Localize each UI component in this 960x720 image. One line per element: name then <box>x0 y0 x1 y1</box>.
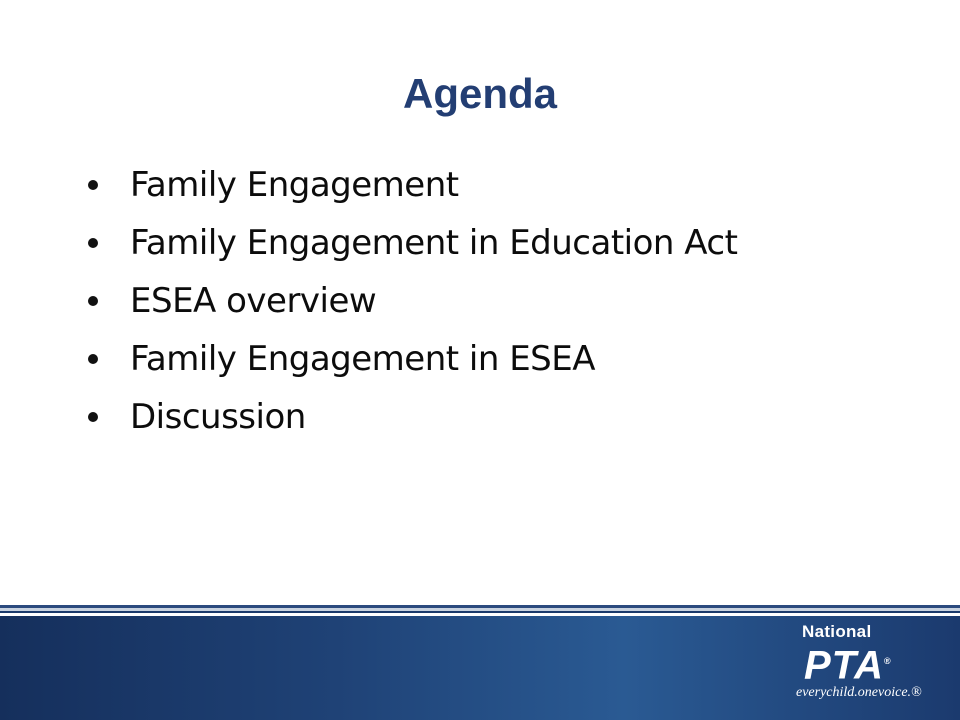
bullet-icon <box>88 354 98 364</box>
logo-tagline: everychild.onevoice.® <box>796 685 922 701</box>
agenda-item-label: Family Engagement in Education Act <box>130 223 738 263</box>
agenda-item <box>0 272 900 330</box>
agenda-item-label: ESEA overview <box>130 281 377 321</box>
agenda-item <box>0 330 900 388</box>
logo-registered-mark: ® <box>884 656 892 666</box>
bullet-icon <box>88 412 98 422</box>
national-pta-logo <box>792 622 942 710</box>
logo-pta-letters: PTA <box>804 643 885 688</box>
logo-pta-text <box>804 642 942 688</box>
agenda-item-label: Discussion <box>130 397 306 437</box>
slide-title: Agenda <box>402 70 557 117</box>
agenda-item <box>0 214 900 272</box>
bullet-icon <box>88 238 98 248</box>
agenda-item-label: Family Engagement <box>130 165 459 205</box>
agenda-item-label: Family Engagement in ESEA <box>130 339 595 379</box>
bullet-icon <box>88 296 98 306</box>
logo-national-text: National <box>802 622 872 641</box>
bullet-icon <box>88 180 98 190</box>
agenda-item <box>0 156 900 214</box>
agenda-list <box>0 156 900 446</box>
agenda-item <box>0 388 900 446</box>
footer-divider <box>0 611 960 613</box>
